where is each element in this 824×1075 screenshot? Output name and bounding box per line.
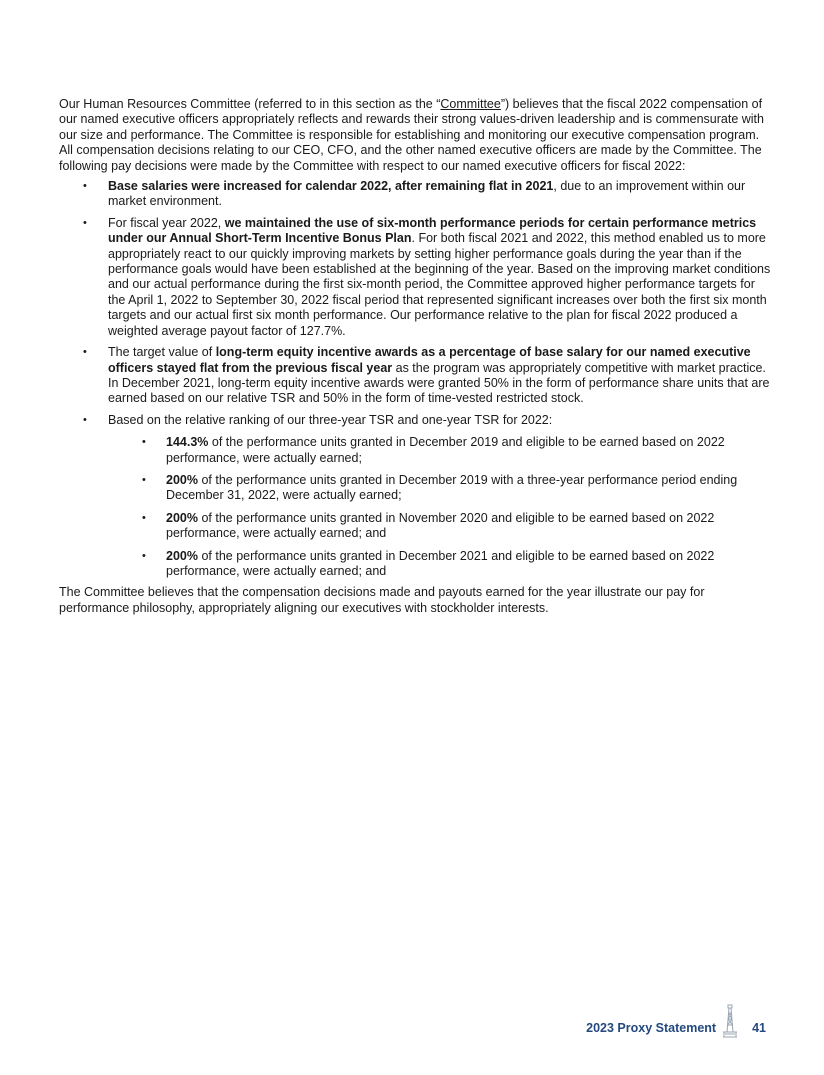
bullet-bold-text: long-term equity incentive awards as a percentage of base salary for our named executive officers stayed flat from the previous fiscal year: [108, 345, 751, 375]
list-item: [59, 179, 771, 210]
earned-percentage: 200%: [166, 548, 198, 563]
bullet-text: For fiscal year 2022,: [108, 215, 225, 230]
earned-percentage: 200%: [166, 510, 198, 525]
bullet-bold-text: we maintained the use of six-month performance periods for certain performance metrics under our Annual Short-Term Incentive Bonus Plan: [108, 215, 757, 246]
pay-decisions-list: [59, 179, 771, 579]
list-item: [59, 413, 771, 580]
sub-list-item: [108, 435, 771, 466]
page-footer: [586, 1004, 766, 1038]
closing-paragraph: The Committee believes that the compensation decisions made and payouts earned for the year illustrate our pay for performance philosophy, appropriately aligning our executives with stockholder interests.: [59, 585, 705, 615]
sub-bullet-text: of the performance units granted in December 2019 and eligible to be earned based on 2022 performance, were actually earned;: [166, 435, 725, 465]
document-body: [59, 97, 771, 616]
intro-text-before: Our Human Resources Committee (referred to in this section as the “: [59, 97, 441, 111]
earned-percentage: 200%: [166, 472, 198, 487]
list-item: [59, 216, 771, 339]
page-number: 41: [752, 1021, 766, 1035]
earned-units-list: [108, 435, 771, 579]
bullet-bold-text: Base salaries were increased for calendar 2022, after remaining flat in 2021: [108, 179, 554, 194]
intro-text-after: ”) believes that the fiscal 2022 compensation of our named executive officers appropriately reflects and rewards their strong values-driven leadership and is commensurate with our size and performance. The Committee is responsible for establishing and monitoring our executive compensation program. All compensation decisions relating to our CEO, CFO, and the other named executive officers are made by the Committee. The following pay decisions were made by the Committee with respect to our named executive officers for fiscal 2022:: [59, 97, 764, 173]
drilling-rig-icon: [722, 1004, 738, 1038]
bullet-text: , due to an improvement within our market environment.: [108, 179, 746, 209]
bullet-text: The target value of: [108, 345, 216, 360]
bullet-text: . For both fiscal 2021 and 2022, this method enabled us to more appropriately react to our quickly improving markets by setting higher performance goals during the year than if the performance goals would have been established at the beginning of the year. Based on the improving market conditions and our actual performance during the first six-month period, the Committee approved higher performance targets for the April 1, 2022 to September 30, 2022 fiscal period that represented significant increases over both the first six month targets and our actual first six month performance. Our performance relative to the plan for fiscal 2022 produced a weighted average payout factor of 127.7%.: [108, 231, 771, 338]
bullet-text: as the program was appropriately competitive with market practice. In December 2021, long-term equity incentive awards were granted 50% in the form of performance share units that are earned based on our relative TSR and 50% in the form of time-vested restricted stock.: [108, 360, 770, 406]
list-item: [59, 345, 771, 407]
intro-paragraph: [59, 97, 771, 174]
footer-title: 2023 Proxy Statement: [586, 1021, 717, 1035]
sub-list-item: [108, 549, 771, 580]
sub-list-item: [108, 511, 771, 542]
committee-term: Committee: [440, 97, 501, 111]
sub-bullet-text: of the performance units granted in December 2021 and eligible to be earned based on 2022 performance, were actually earned; and: [166, 548, 715, 578]
sub-bullet-text: of the performance units granted in November 2020 and eligible to be earned based on 2022 performance, were actually earned; and: [166, 510, 715, 541]
bullet-text: Based on the relative ranking of our three-year TSR and one-year TSR for 2022:: [108, 412, 553, 427]
sub-bullet-text: of the performance units granted in December 2019 with a three-year performance period ending December 31, 2022, were actually earned;: [166, 472, 738, 503]
earned-percentage: 144.3%: [166, 435, 209, 450]
sub-list-item: [108, 473, 771, 504]
